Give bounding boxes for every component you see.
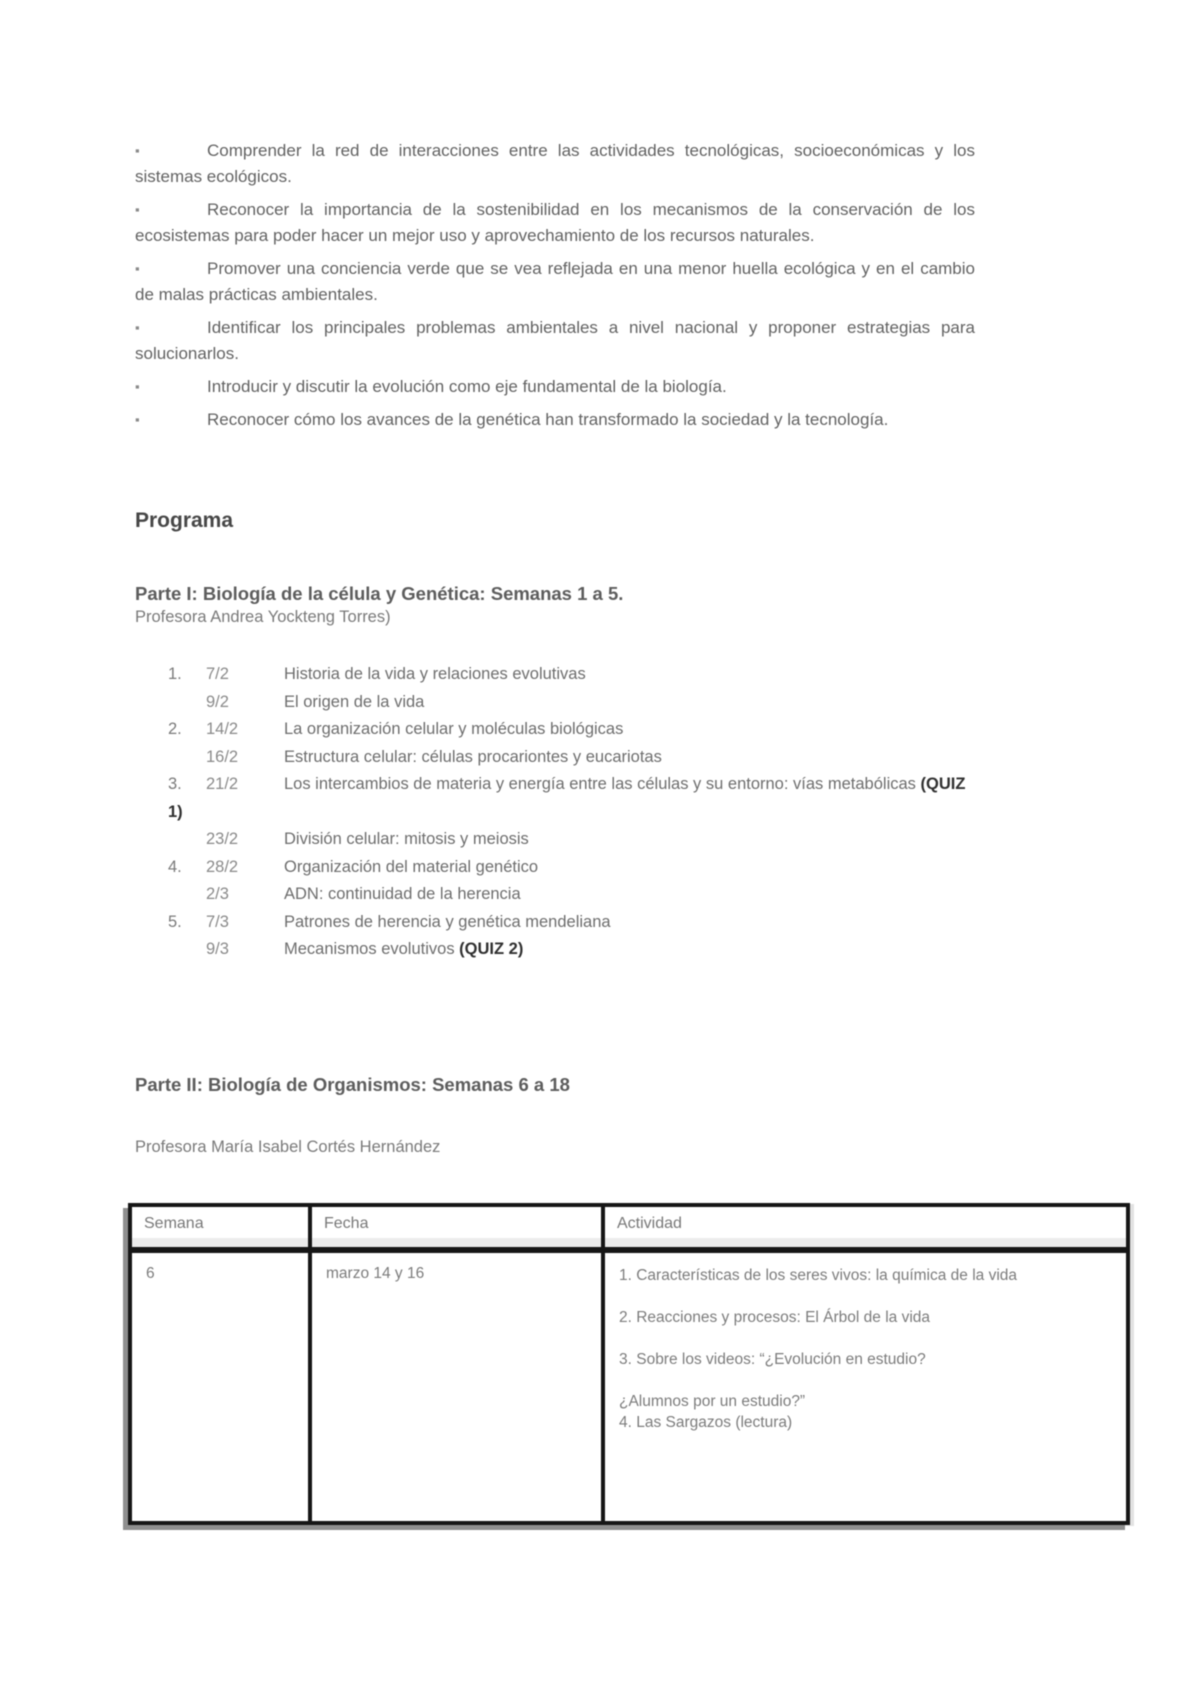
- bullet-icon: ▪: [135, 379, 140, 394]
- schedule-date: 7/3: [206, 912, 229, 931]
- objective-text: Reconocer la importancia de la sostenibilidad en los mecanismos de la conservación de los ecosistemas para poder hacer un mejor uso y aprovechamiento de los recursos naturales.: [135, 200, 975, 245]
- schedule-topic: Organización del material genético: [284, 857, 539, 876]
- header-fecha: Fecha: [310, 1205, 603, 1250]
- table-row: [130, 1250, 1128, 1523]
- schedule-row: [168, 744, 968, 772]
- schedule-number: 5.: [168, 912, 182, 931]
- objective-item: [135, 197, 975, 249]
- objective-text: Reconocer cómo los avances de la genética han transformado la sociedad y la tecnología.: [207, 410, 889, 429]
- activity-line: 1. Características de los seres vivos: la química de la vida: [619, 1266, 1018, 1284]
- schedule-row: [168, 771, 968, 826]
- schedule-topic: Mecanismos evolutivos: [284, 940, 460, 958]
- schedule-topic: Historia de la vida y relaciones evolutivas: [284, 665, 586, 683]
- activity-spacer: [619, 1370, 1112, 1391]
- bullet-icon: ▪: [135, 261, 140, 276]
- schedule-number: 4.: [168, 857, 182, 876]
- objective-item: [135, 138, 975, 190]
- schedule-number: 3.: [168, 775, 182, 793]
- schedule-topic: Patrones de herencia y genética mendeliana: [284, 912, 611, 931]
- header-actividad: Actividad: [603, 1205, 1128, 1250]
- table-header-row: [130, 1205, 1128, 1250]
- cell-actividad: [603, 1250, 1128, 1523]
- quiz-label: (QUIZ 2): [459, 940, 524, 958]
- professor-parte1: Profesora Andrea Yockteng Torres): [135, 608, 391, 626]
- objective-text: Introducir y discutir la evolución como eje fundamental de la biología.: [207, 377, 727, 396]
- page-content: [135, 138, 1018, 1525]
- schedule-date: 21/2: [206, 775, 239, 793]
- objective-item: [135, 315, 975, 367]
- schedule-date: 23/2: [206, 830, 239, 848]
- schedule-date: 9/2: [206, 692, 229, 711]
- schedule-row: [168, 881, 968, 909]
- schedule-row: [168, 661, 968, 689]
- schedule-date: 16/2: [206, 747, 239, 766]
- heading-programa: Programa: [135, 509, 234, 532]
- schedule-row: [168, 854, 968, 882]
- objective-item: [135, 374, 975, 400]
- schedule-row: [168, 716, 968, 744]
- bullet-icon: ▪: [135, 202, 140, 217]
- schedule-date: 2/3: [206, 885, 229, 903]
- bullet-icon: ▪: [135, 412, 140, 427]
- schedule-topic: Los intercambios de materia y energía entre las células y su entorno: vías metabólicas: [284, 775, 921, 793]
- header-semana: Semana: [130, 1205, 310, 1250]
- activity-line: 4. Las Sargazos (lectura): [619, 1413, 793, 1431]
- cell-fecha: marzo 14 y 16: [310, 1250, 603, 1523]
- schedule-number: 1.: [168, 665, 182, 683]
- schedule-topic: La organización celular y moléculas biológicas: [284, 720, 624, 738]
- heading-parte2: Parte II: Biología de Organismos: Semanas 6 a 18: [135, 1073, 570, 1095]
- schedule-topic: División celular: mitosis y meiosis: [284, 830, 529, 848]
- objectives-list: [135, 138, 975, 433]
- activity-line: ¿Alumnos por un estudio?”: [619, 1392, 806, 1410]
- bullet-icon: ▪: [135, 143, 140, 158]
- heading-parte1: Parte I: Biología de la célula y Genética: Semanas 1 a 5.: [135, 583, 624, 604]
- bullet-icon: ▪: [135, 320, 140, 335]
- schedule-date: 7/2: [206, 665, 229, 683]
- schedule-topic: ADN: continuidad de la herencia: [284, 885, 521, 903]
- schedule-row: [168, 936, 968, 964]
- schedule-table: [128, 1203, 1130, 1525]
- schedule-row: [168, 689, 968, 717]
- objective-item: [135, 407, 975, 433]
- activity-line: 3. Sobre los videos: “¿Evolución en estudio?: [619, 1350, 926, 1368]
- schedule-date: 28/2: [206, 857, 239, 876]
- cell-semana: 6: [130, 1250, 310, 1523]
- schedule-row: [168, 826, 968, 854]
- schedule-table-wrapper: [128, 1203, 1018, 1525]
- professor-parte2: Profesora María Isabel Cortés Hernández: [135, 1137, 441, 1156]
- parte1-schedule-list: [168, 661, 975, 964]
- schedule-date: 9/3: [206, 940, 229, 958]
- schedule-row: [168, 909, 968, 937]
- objective-item: [135, 256, 975, 308]
- quiz-label: (QUIZ 1): [168, 775, 966, 821]
- activity-spacer: [619, 1286, 1112, 1307]
- schedule-number: 2.: [168, 720, 182, 738]
- objective-text: Identificar los principales problemas ambientales a nivel nacional y proponer estrategias para solucionarlos.: [135, 318, 975, 363]
- activity-spacer: [619, 1328, 1112, 1349]
- objective-text: Promover una conciencia verde que se vea reflejada en una menor huella ecológica y en el cambio de malas prácticas ambientales.: [135, 259, 975, 304]
- objective-text: Comprender la red de interacciones entre las actividades tecnológicas, socioeconómicas y los sistemas ecológicos.: [135, 141, 975, 186]
- schedule-topic: Estructura celular: células procariontes y eucariotas: [284, 747, 662, 766]
- activity-line: 2. Reacciones y procesos: El Árbol de la vida: [619, 1308, 931, 1326]
- schedule-date: 14/2: [206, 720, 239, 738]
- schedule-topic: El origen de la vida: [284, 692, 425, 711]
